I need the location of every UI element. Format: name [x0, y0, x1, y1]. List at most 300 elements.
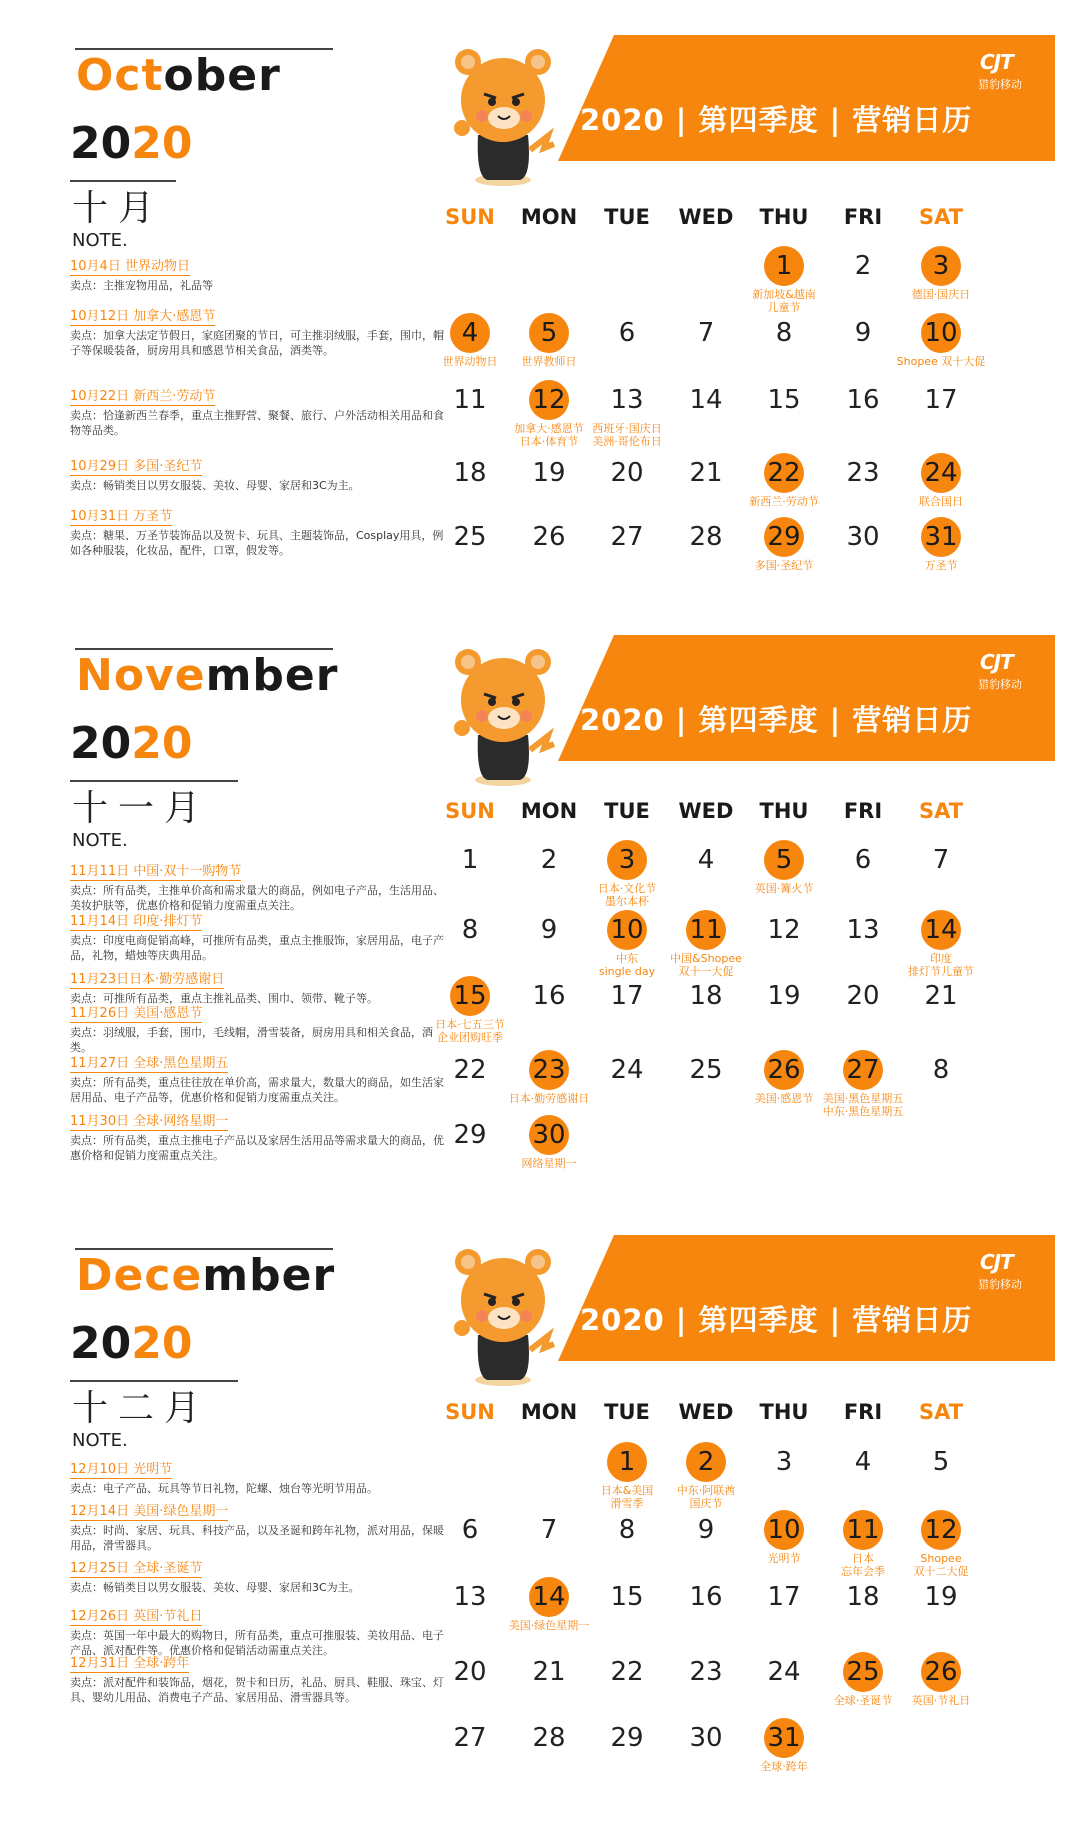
day-cell [432, 1718, 508, 1758]
event-description: 卖点：英国一年中最大的购物日，所有品类，重点可推服装、美妆用品、电子产品、派对配件等。优惠价格和促销活动需重点关注。 [70, 1629, 444, 1657]
day-number: 21 [924, 981, 958, 1011]
event-title: 12月25日 全球·圣诞节 [70, 1557, 202, 1578]
day-number: 24 [767, 1657, 801, 1687]
day-cell [668, 1718, 744, 1758]
day-number: 1 [764, 246, 804, 286]
event-title: 12月14日 美国·绿色星期一 [70, 1500, 228, 1521]
year-part: 20 [70, 1318, 132, 1369]
day-number: 10 [607, 910, 647, 950]
event-title: 10月22日 新西兰·劳动节 [70, 385, 215, 406]
day-number: 21 [532, 1657, 566, 1687]
day-number: 25 [689, 1055, 723, 1085]
day-number: 31 [921, 517, 961, 557]
weekday-header: WED [678, 1400, 734, 1424]
event-note [70, 1557, 450, 1595]
mascot-illustration [448, 40, 558, 194]
day-number: 6 [618, 318, 636, 348]
highlighted-day [511, 313, 587, 353]
day-cell [825, 910, 901, 950]
holiday-label: 万圣节 [924, 559, 958, 572]
day-cell [432, 1652, 508, 1692]
day-number: 2 [540, 845, 558, 875]
day-number: 20 [846, 981, 880, 1011]
event-description: 卖点：派对配件和装饰品，烟花，贺卡和日历，礼品、厨具、鞋服、珠宝、灯具、婴幼儿用品、消费电子产品、家居用品、滑雪器具等。 [70, 1676, 444, 1704]
month-title-rest: mber [205, 650, 339, 701]
holiday-label: 西班牙·国庆日 美洲·哥伦布日 [592, 422, 662, 448]
day-cell [903, 1050, 979, 1090]
weekday-header: SUN [445, 205, 495, 229]
day-cell [903, 1442, 979, 1482]
day-cell [825, 453, 901, 493]
weekday-header: MON [520, 799, 578, 823]
event-title: 11月23日日本·勤劳感谢日 [70, 968, 224, 989]
highlighted-day [825, 1510, 901, 1550]
event-title: 12月10日 光明节 [70, 1458, 172, 1479]
event-note [70, 968, 450, 1006]
event-title: 12月31日 全球·跨年 [70, 1652, 189, 1673]
day-cell [746, 976, 822, 1016]
day-number: 24 [921, 453, 961, 493]
holiday-label: 多国·圣纪节 [754, 559, 814, 572]
brand-name: 猎豹移动 [978, 1278, 1022, 1291]
weekday-header: FRI [843, 1400, 883, 1424]
day-number: 10 [764, 1510, 804, 1550]
day-number: 12 [921, 1510, 961, 1550]
day-cell [825, 840, 901, 880]
day-number: 11 [686, 910, 726, 950]
day-number: 8 [461, 915, 479, 945]
weekday-header: SUN [445, 799, 495, 823]
event-title: 10月31日 万圣节 [70, 505, 172, 526]
day-cell [511, 840, 587, 880]
year-part-accent: 20 [131, 718, 193, 769]
day-cell [432, 517, 508, 557]
weekday-header: SAT [918, 799, 964, 823]
mascot-illustration [448, 640, 558, 794]
highlighted-day [432, 313, 508, 353]
day-number: 29 [453, 1120, 487, 1150]
month-title-accent: Oct [76, 50, 164, 101]
highlighted-day [511, 1050, 587, 1090]
day-cell [825, 380, 901, 420]
highlighted-day [903, 517, 979, 557]
day-number: 27 [453, 1723, 487, 1753]
day-cell [432, 453, 508, 493]
day-number: 8 [775, 318, 793, 348]
day-number: 2 [854, 251, 872, 281]
highlighted-day [903, 453, 979, 493]
highlighted-day [589, 910, 665, 950]
event-notes [70, 0, 450, 600]
event-description: 卖点：电子产品、玩具等节日礼物，陀螺、烛台等光明节用品。 [70, 1482, 378, 1495]
day-number: 7 [540, 1515, 558, 1545]
year-part: 20 [70, 118, 132, 169]
weekday-header: SAT [918, 1400, 964, 1424]
day-number: 10 [921, 313, 961, 353]
day-number: 14 [529, 1577, 569, 1617]
month-section [0, 600, 1080, 1200]
highlighted-day [903, 910, 979, 950]
day-cell [511, 1652, 587, 1692]
day-number: 4 [854, 1447, 872, 1477]
day-number: 1 [607, 1442, 647, 1482]
holiday-label: 日本·七五三节 企业团购旺季 [435, 1018, 505, 1044]
day-cell [511, 1510, 587, 1550]
mascot-illustration [448, 1240, 558, 1394]
day-number: 11 [843, 1510, 883, 1550]
highlighted-day [903, 313, 979, 353]
day-number: 8 [618, 1515, 636, 1545]
day-number: 18 [689, 981, 723, 1011]
weekday-header: WED [678, 799, 734, 823]
month-title-accent: Nove [76, 650, 206, 701]
month-section [0, 0, 1080, 600]
year-part-accent: 20 [131, 118, 193, 169]
holiday-label: 加拿大·感恩节 日本·体育节 [514, 422, 584, 448]
day-cell [589, 1510, 665, 1550]
event-note [70, 305, 450, 358]
day-cell [668, 453, 744, 493]
day-number: 28 [532, 1723, 566, 1753]
day-cell [668, 1050, 744, 1090]
holiday-label: 世界动物日 [442, 355, 498, 368]
holiday-label: 印度 排灯节儿童节 [908, 952, 974, 978]
holiday-label: 日本·勤劳感谢日 [508, 1092, 590, 1105]
day-number: 5 [764, 840, 804, 880]
month-section [0, 1200, 1080, 1800]
note-label: NOTE. [72, 1430, 128, 1451]
weekday-header: MON [520, 1400, 578, 1424]
highlighted-day [903, 246, 979, 286]
day-number: 3 [921, 246, 961, 286]
day-cell [432, 1050, 508, 1090]
day-cell [825, 313, 901, 353]
event-note [70, 1500, 450, 1553]
holiday-label: 英国·节礼日 [911, 1694, 971, 1707]
day-number: 15 [450, 976, 490, 1016]
event-notes [70, 1200, 450, 1800]
highlighted-day [432, 976, 508, 1016]
weekday-header: THU [759, 1400, 809, 1424]
highlighted-day [746, 1718, 822, 1758]
day-number: 5 [529, 313, 569, 353]
day-number: 16 [689, 1582, 723, 1612]
day-number: 20 [453, 1657, 487, 1687]
event-note [70, 860, 450, 913]
event-description: 卖点：可推所有品类，重点主推礼品类、围巾、领带、靴子等。 [70, 992, 378, 1005]
highlighted-day [825, 1050, 901, 1090]
day-number: 31 [764, 1718, 804, 1758]
day-cell [668, 976, 744, 1016]
day-cell [589, 313, 665, 353]
day-number: 13 [453, 1582, 487, 1612]
highlighted-day [903, 1652, 979, 1692]
event-description: 卖点：畅销类目以男女服装、美妆、母婴、家居和3C为主。 [70, 479, 360, 492]
day-number: 1 [461, 845, 479, 875]
day-number: 12 [529, 380, 569, 420]
weekday-header: TUE [604, 1400, 650, 1424]
highlighted-day [746, 453, 822, 493]
day-cell [903, 840, 979, 880]
day-cell [668, 380, 744, 420]
event-note [70, 1605, 450, 1658]
day-cell [511, 1718, 587, 1758]
day-number: 18 [846, 1582, 880, 1612]
holiday-label: 日本·文化节 墨尔本杯 [597, 882, 657, 908]
day-number: 23 [529, 1050, 569, 1090]
note-label: NOTE. [72, 830, 128, 851]
day-cell [432, 1115, 508, 1155]
day-number: 13 [610, 385, 644, 415]
day-cell [746, 1442, 822, 1482]
weekday-header: SAT [918, 205, 964, 229]
day-cell [511, 976, 587, 1016]
day-cell [825, 517, 901, 557]
highlighted-day [511, 1577, 587, 1617]
event-description: 卖点：所有品类，重点主推电子产品以及家居生活用品等需求量大的商品，优惠价格和促销力度需重点关注。 [70, 1134, 444, 1162]
day-number: 28 [689, 522, 723, 552]
highlighted-day [511, 380, 587, 420]
highlighted-day [746, 1050, 822, 1090]
event-title: 12月26日 英国·节礼日 [70, 1605, 202, 1626]
banner-title: 2020 | 第四季度 | 营销日历 [580, 703, 973, 737]
holiday-label: 联合国日 [919, 495, 963, 508]
brand-logo: CJT [980, 650, 1013, 674]
day-number: 20 [610, 458, 644, 488]
day-cell [432, 840, 508, 880]
day-number: 22 [610, 1657, 644, 1687]
day-cell [589, 517, 665, 557]
event-note [70, 910, 450, 963]
day-number: 25 [843, 1652, 883, 1692]
brand-logo: CJT [980, 50, 1013, 74]
day-number: 15 [767, 385, 801, 415]
day-number: 19 [767, 981, 801, 1011]
day-cell [825, 1577, 901, 1617]
event-title: 10月4日 世界动物日 [70, 255, 190, 276]
day-number: 29 [764, 517, 804, 557]
holiday-label: 光明节 [767, 1552, 801, 1565]
day-number: 19 [532, 458, 566, 488]
holiday-label: 全球·跨年 [760, 1760, 808, 1773]
event-description: 卖点：所有品类，主推单价高和需求量大的商品，例如电子产品，生活用品、美妆护肤等，优惠价格和促销力度需重点关注。 [70, 884, 444, 912]
weekday-header: SUN [445, 1400, 495, 1424]
day-number: 25 [453, 522, 487, 552]
day-number: 5 [932, 1447, 950, 1477]
day-cell [903, 976, 979, 1016]
day-number: 13 [846, 915, 880, 945]
event-title: 11月14日 印度·排灯节 [70, 910, 202, 931]
event-note [70, 1652, 450, 1705]
year-part-accent: 20 [131, 1318, 193, 1369]
event-note [70, 505, 450, 558]
day-number: 14 [921, 910, 961, 950]
holiday-label: 中国&Shopee 双十一大促 [670, 952, 742, 978]
day-number: 16 [532, 981, 566, 1011]
day-cell [511, 517, 587, 557]
day-cell [746, 1577, 822, 1617]
day-cell [825, 246, 901, 286]
month-title-accent: Dece [76, 1250, 203, 1301]
weekday-header: TUE [604, 205, 650, 229]
holiday-label: 中东 single day [598, 952, 656, 978]
day-cell [825, 976, 901, 1016]
highlighted-day [511, 1115, 587, 1155]
day-cell [589, 380, 665, 420]
day-number: 26 [532, 522, 566, 552]
brand-name: 猎豹移动 [978, 678, 1022, 691]
event-note [70, 255, 450, 293]
brand-logo: CJT [980, 1250, 1013, 1274]
day-cell [432, 910, 508, 950]
day-cell [432, 380, 508, 420]
day-cell [589, 1718, 665, 1758]
event-note [70, 1458, 450, 1496]
day-cell [903, 380, 979, 420]
event-title: 11月11日 中国·双十一购物节 [70, 860, 241, 881]
day-number: 19 [924, 1582, 958, 1612]
day-number: 18 [453, 458, 487, 488]
day-number: 15 [610, 1582, 644, 1612]
day-cell [668, 517, 744, 557]
highlighted-day [668, 910, 744, 950]
day-number: 9 [854, 318, 872, 348]
event-description: 卖点：时尚、家居、玩具、科技产品，以及圣诞和跨年礼物，派对用品，保暖用品，滑雪器具。 [70, 1524, 444, 1552]
event-note [70, 1110, 450, 1163]
weekday-header: THU [759, 205, 809, 229]
highlighted-day [746, 246, 822, 286]
event-description: 卖点：恰逢新西兰春季，重点主推野营、聚餐、旅行、户外活动相关用品和食物等品类。 [70, 409, 444, 437]
day-number: 27 [843, 1050, 883, 1090]
day-number: 8 [932, 1055, 950, 1085]
highlighted-day [589, 1442, 665, 1482]
day-cell [746, 910, 822, 950]
day-cell [668, 1652, 744, 1692]
holiday-label: Shopee 双十二大促 [913, 1552, 969, 1578]
day-number: 9 [540, 915, 558, 945]
event-description: 卖点：主推宠物用品，礼品等 [70, 279, 213, 292]
day-cell [589, 1577, 665, 1617]
note-label: NOTE. [72, 230, 128, 251]
day-number: 4 [450, 313, 490, 353]
day-cell [432, 1577, 508, 1617]
day-number: 23 [689, 1657, 723, 1687]
highlighted-day [589, 840, 665, 880]
event-note [70, 455, 450, 493]
day-number: 9 [697, 1515, 715, 1545]
event-description: 卖点：加拿大法定节假日，家庭团聚的节日，可主推羽绒服，手套，围巾，帽子等保暖装备，厨房用具和感恩节相关食品，酒类等。 [70, 329, 444, 357]
day-cell [668, 313, 744, 353]
day-number: 3 [607, 840, 647, 880]
day-number: 22 [764, 453, 804, 493]
year-part: 20 [70, 718, 132, 769]
day-number: 30 [689, 1723, 723, 1753]
holiday-label: 日本 忘年会季 [841, 1552, 885, 1578]
event-note [70, 1052, 450, 1105]
day-number: 3 [775, 1447, 793, 1477]
weekday-header: THU [759, 799, 809, 823]
day-cell [903, 1577, 979, 1617]
day-number: 29 [610, 1723, 644, 1753]
holiday-label: 新西兰·劳动节 [749, 495, 819, 508]
day-number: 27 [610, 522, 644, 552]
day-cell [668, 840, 744, 880]
event-note [70, 385, 450, 438]
event-title: 11月26日 美国·感恩节 [70, 1002, 202, 1023]
holiday-label: 日本&美国 滑雪季 [600, 1484, 654, 1510]
holiday-label: 新加坡&越南 儿童节 [752, 288, 816, 314]
highlighted-day [746, 517, 822, 557]
chinese-month: 十一月 [72, 788, 211, 829]
event-title: 10月29日 多国·圣纪节 [70, 455, 202, 476]
day-number: 17 [924, 385, 958, 415]
month-title-rest: ober [163, 50, 281, 101]
day-cell [589, 1652, 665, 1692]
weekday-header: WED [678, 205, 734, 229]
day-cell [746, 1652, 822, 1692]
day-number: 30 [846, 522, 880, 552]
day-cell [589, 976, 665, 1016]
event-notes [70, 600, 450, 1200]
day-number: 23 [846, 458, 880, 488]
event-note [70, 1002, 450, 1055]
highlighted-day [668, 1442, 744, 1482]
event-title: 11月27日 全球·黑色星期五 [70, 1052, 228, 1073]
holiday-label: 中东·阿联酋 国庆节 [676, 1484, 736, 1510]
highlighted-day [825, 1652, 901, 1692]
day-number: 7 [932, 845, 950, 875]
day-number: 2 [686, 1442, 726, 1482]
day-number: 4 [697, 845, 715, 875]
day-cell [589, 453, 665, 493]
holiday-label: 英国·篝火节 [754, 882, 814, 895]
day-number: 26 [921, 1652, 961, 1692]
day-cell [589, 1050, 665, 1090]
event-title: 10月12日 加拿大·感恩节 [70, 305, 215, 326]
day-number: 11 [453, 385, 487, 415]
holiday-label: 世界教师日 [521, 355, 577, 368]
day-cell [668, 1510, 744, 1550]
weekday-header: FRI [843, 799, 883, 823]
day-cell [746, 380, 822, 420]
chinese-month: 十二月 [72, 1388, 211, 1429]
day-number: 26 [764, 1050, 804, 1090]
holiday-label: 网络星期一 [521, 1157, 577, 1170]
holiday-label: Shopee 双十大促 [896, 355, 986, 368]
day-cell [746, 313, 822, 353]
holiday-label: 德国·国庆日 [911, 288, 971, 301]
highlighted-day [746, 840, 822, 880]
day-number: 17 [610, 981, 644, 1011]
event-description: 卖点：糖果、万圣节装饰品以及贺卡、玩具、主题装饰品，Cosplay用具，例如各种服装，化妆品，配件，口罩，假发等。 [70, 529, 444, 557]
day-cell [511, 910, 587, 950]
highlighted-day [746, 1510, 822, 1550]
day-number: 16 [846, 385, 880, 415]
day-number: 17 [767, 1582, 801, 1612]
weekday-header: FRI [843, 205, 883, 229]
event-description: 卖点：印度电商促销高峰，可推所有品类，重点主推服饰，家居用品，电子产品，礼物，蜡烛等庆典用品。 [70, 934, 444, 962]
month-title-rest: mber [202, 1250, 336, 1301]
day-number: 14 [689, 385, 723, 415]
day-number: 24 [610, 1055, 644, 1085]
day-number: 6 [854, 845, 872, 875]
brand-name: 猎豹移动 [978, 78, 1022, 91]
day-number: 7 [697, 318, 715, 348]
day-cell [825, 1442, 901, 1482]
weekday-header: MON [520, 205, 578, 229]
day-cell [432, 1510, 508, 1550]
chinese-month: 十月 [72, 188, 165, 229]
